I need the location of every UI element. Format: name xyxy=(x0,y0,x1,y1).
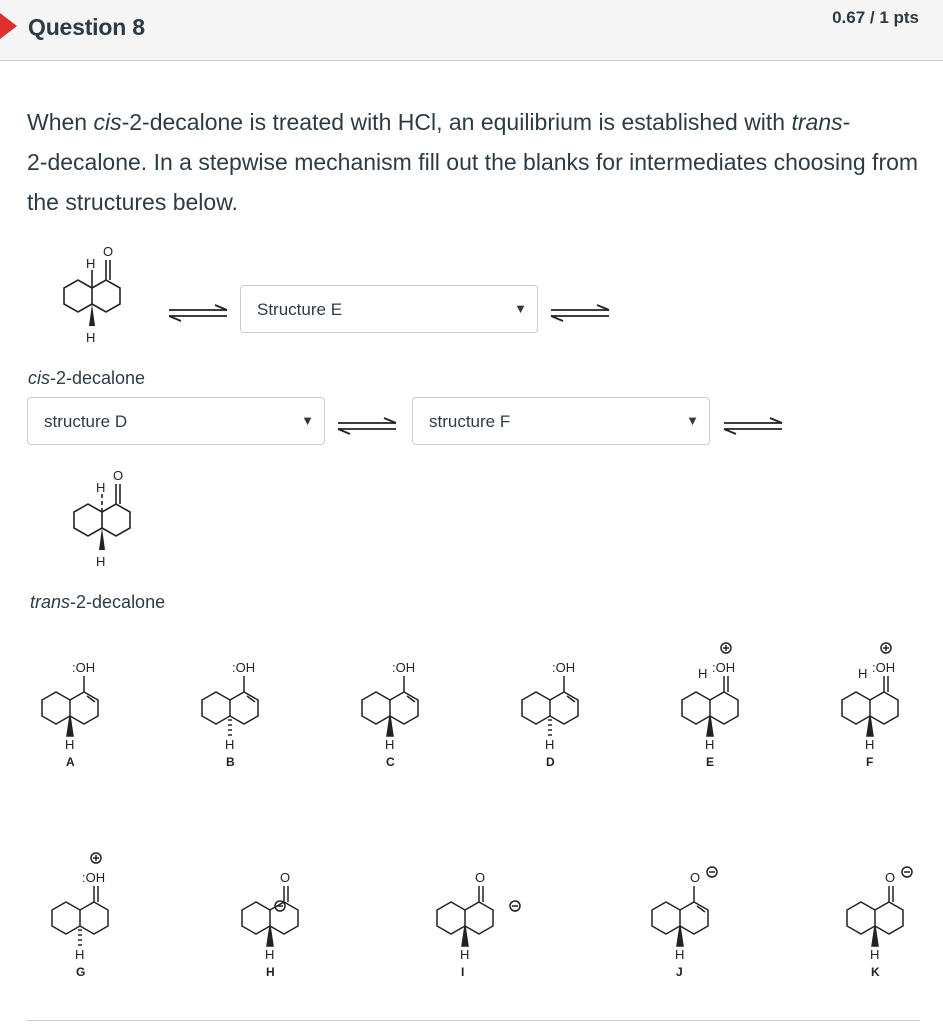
question-title: Question 8 xyxy=(28,14,145,40)
h-atom: H xyxy=(265,947,275,962)
h-atom: H xyxy=(865,737,875,752)
candidate-structures-row-2 xyxy=(0,828,943,988)
h-atom: H xyxy=(870,947,880,962)
o-atom: O xyxy=(280,870,291,885)
cis-decalone-label: cis-2-decalone xyxy=(28,368,146,388)
h-atom: H xyxy=(705,737,715,752)
h-atom-bottom: H xyxy=(86,330,96,345)
oh-group: :OH xyxy=(552,660,576,675)
equilibrium-arrow-1 xyxy=(163,303,233,323)
dropdown-1-value: Structure E xyxy=(257,300,343,319)
structure-letter: B xyxy=(226,755,235,769)
o-atom: O xyxy=(690,870,701,885)
h-atom-bottom: H xyxy=(96,554,106,569)
structure-letter: D xyxy=(546,755,555,769)
o-atom: O xyxy=(103,244,114,259)
oh-group: :OH xyxy=(72,660,96,675)
question-prompt xyxy=(27,102,922,222)
structure-letter: I xyxy=(461,965,465,979)
structure-letter: J xyxy=(676,965,683,979)
flag-icon[interactable] xyxy=(0,13,17,39)
trans-decalone-label: trans-2-decalone xyxy=(30,592,166,612)
h-atom: H xyxy=(858,666,868,681)
oh-group: :OH xyxy=(82,870,106,885)
oh-group: :OH xyxy=(712,660,736,675)
oh-group: :OH xyxy=(232,660,256,675)
chevron-down-icon: ▼ xyxy=(686,413,699,428)
structure-letter: A xyxy=(66,755,75,769)
h-atom: H xyxy=(225,737,235,752)
h-atom: H xyxy=(675,947,685,962)
prompt-line-2: 2-decalone. In a stepwise mechanism fill out the blanks for intermediates choosing from the structures below. xyxy=(27,149,919,215)
h-atom: H xyxy=(545,737,555,752)
h-atom: H xyxy=(460,947,470,962)
equilibrium-arrow-3 xyxy=(332,416,402,436)
h-atom-top: H xyxy=(86,256,96,271)
h-atom: H xyxy=(698,666,708,681)
o-atom: O xyxy=(113,468,124,483)
chevron-down-icon: ▼ xyxy=(301,413,314,428)
cis-2-decalone-structure xyxy=(40,238,160,350)
trans-2-decalone-structure xyxy=(50,462,170,574)
structure-letter: C xyxy=(386,755,395,769)
o-atom: O xyxy=(885,870,896,885)
h-atom-top: H xyxy=(96,480,106,495)
mechanism-dropdown-3[interactable] xyxy=(412,397,710,445)
oh-group: :OH xyxy=(872,660,896,675)
structure-letter: E xyxy=(706,755,715,769)
h-atom: H xyxy=(65,737,75,752)
question-header xyxy=(0,0,943,61)
dropdown-2-value: structure D xyxy=(44,412,128,431)
section-divider xyxy=(27,1020,920,1021)
structure-letter: F xyxy=(866,755,874,769)
structure-letter: K xyxy=(871,965,880,979)
h-atom: H xyxy=(385,737,395,752)
h-atom: H xyxy=(75,947,85,962)
prompt-line-1: When cis-2-decalone is treated with HCl, an equilibrium is established with trans- xyxy=(27,109,851,135)
candidate-structures-row-1 xyxy=(0,630,943,780)
chevron-down-icon: ▼ xyxy=(514,301,527,316)
dropdown-3-value: structure F xyxy=(429,412,511,431)
structure-letter: H xyxy=(266,965,275,979)
equilibrium-arrow-2 xyxy=(545,303,615,323)
structure-letter: G xyxy=(76,965,86,979)
equilibrium-arrow-4 xyxy=(718,416,788,436)
points-score: 0.67 / 1 pts xyxy=(832,8,919,27)
oh-group: :OH xyxy=(392,660,416,675)
mechanism-dropdown-1[interactable] xyxy=(240,285,538,333)
o-atom: O xyxy=(475,870,486,885)
mechanism-dropdown-2[interactable] xyxy=(27,397,325,445)
